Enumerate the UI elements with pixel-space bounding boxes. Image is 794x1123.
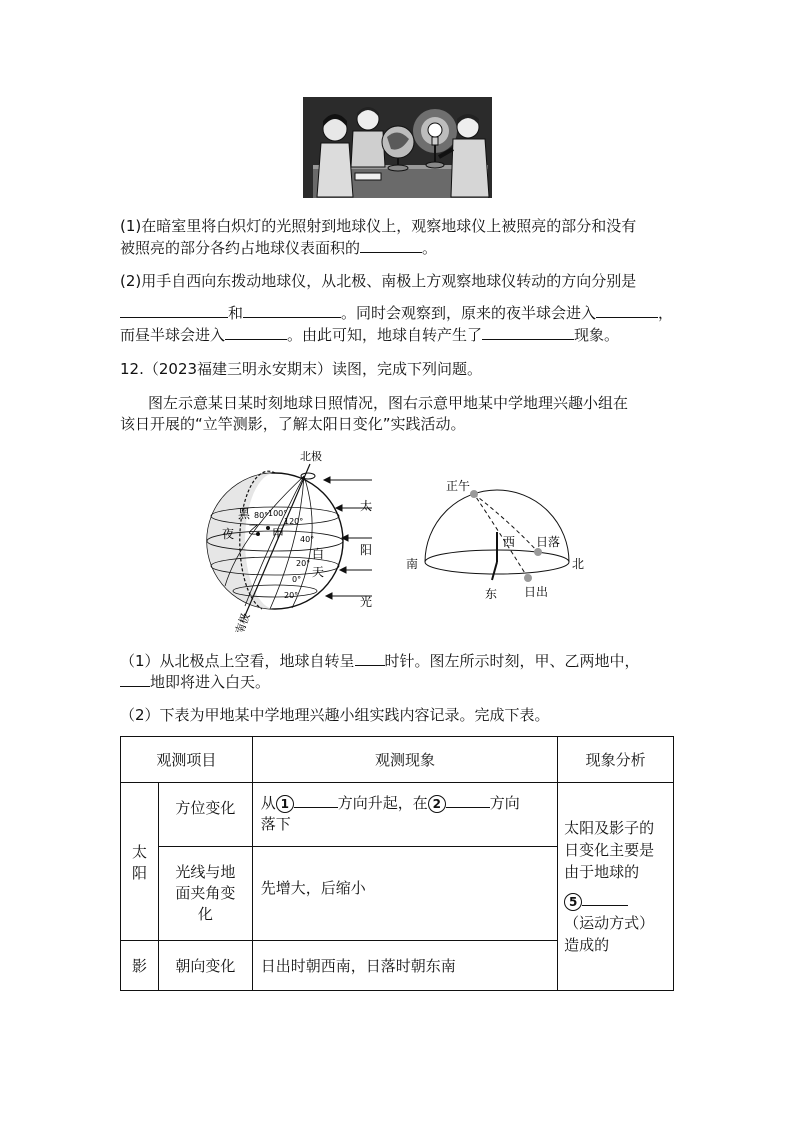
- header-analysis: 现象分析: [558, 737, 674, 783]
- answer-blank-south-direction[interactable]: [243, 301, 341, 318]
- sun-label-2: 阳: [131, 863, 147, 882]
- q11-part2-line3-start: 而昼半球会进入: [120, 326, 226, 344]
- lon-100-label: 100°: [268, 509, 288, 518]
- q12-intro-line2: 该日开展的“立竿测影，了解太阳日变化”实践活动。: [120, 415, 466, 433]
- header-item: 观测项目: [121, 737, 253, 783]
- comma-mark: ，: [658, 304, 674, 322]
- q11-part2-line3-mid: 。由此可知，地球自转产生了: [287, 326, 483, 344]
- sun-row-label: [121, 783, 159, 941]
- globe-lamp-illustration: [303, 97, 492, 198]
- analysis-line-5: 造成的: [564, 936, 610, 954]
- q11-part2-line1: (2)用手自西向东拨动地球仪，从北极、南极上方观察地球仪转动的方向分别是: [120, 272, 637, 290]
- q11-part2-mid-text: 。同时会观察到，原来的夜半球会进入: [341, 304, 597, 322]
- q12-header: 12.（2023福建三明永安期末）读图，完成下列问题。: [120, 360, 483, 378]
- answer-blank-which-place[interactable]: [120, 670, 150, 687]
- west-label: 西: [503, 535, 516, 549]
- row2-observation: 先增大，后缩小: [252, 847, 557, 941]
- row2-item-line2: 面夹角变: [175, 884, 236, 902]
- row2-item-line3: 化: [197, 905, 213, 923]
- answer-blank-set-direction[interactable]: [446, 791, 490, 808]
- q11-part2-line3-end: 现象。: [574, 326, 620, 344]
- row2-item-line1: 光线与地: [175, 863, 236, 881]
- q12-sub1-text-c: 地即将进入白天。: [150, 673, 271, 691]
- north-label: 北: [572, 557, 585, 571]
- dark-label: 黑: [238, 507, 251, 521]
- south-label: 南: [406, 557, 419, 571]
- q11-part1-line1: (1)在暗室里将白炽灯的光照射到地球仪上，观察地球仪上被照亮的部分和没有: [120, 217, 637, 235]
- circle-number-2: 2: [428, 795, 446, 813]
- analysis-cell: [558, 783, 674, 991]
- row1-from: 从: [260, 794, 276, 812]
- row3-observation: 日出时朝西南，日落时朝东南: [252, 941, 557, 991]
- circle-number-1: 1: [276, 795, 294, 813]
- row1-observation: [252, 783, 557, 847]
- lat-20s-label: 20°: [284, 591, 299, 600]
- day-label-tian: 天: [312, 565, 325, 579]
- east-label: 东: [485, 587, 498, 601]
- header-phenomenon: 观测现象: [252, 737, 557, 783]
- q12-sub1-text-a: （1）从北极点上空看，地球自转呈: [120, 652, 355, 670]
- lon-120-label: 120°: [284, 517, 304, 526]
- row1-item: 方位变化: [158, 783, 252, 847]
- answer-blank-day-enters[interactable]: [225, 323, 287, 340]
- q12-sub1-text-b: 时针。图左所示时刻，甲、乙两地中，: [384, 652, 640, 670]
- analysis-line-blank: [564, 889, 673, 912]
- row1-dir: 方向: [489, 794, 520, 812]
- lat-40n-label: 40°: [300, 535, 315, 544]
- shadow-row-label: 影: [121, 941, 159, 991]
- q11-part1-text: 被照亮的部分各约占地球仪表面积的: [120, 239, 361, 257]
- sun-label-1: 太: [131, 842, 147, 861]
- south-pole-label: 南极: [232, 611, 253, 632]
- sunrise-label: 日出: [524, 585, 549, 599]
- sun-label-tai: 太: [360, 499, 373, 513]
- sunset-label: 日落: [536, 535, 561, 549]
- analysis-line-2: 日变化主要是: [564, 841, 655, 859]
- lat-20n-label: 20°: [296, 559, 311, 568]
- observation-record-table: [120, 736, 674, 991]
- day-label-bai: 白: [312, 547, 325, 561]
- sun-path-dome-diagram: [400, 470, 590, 606]
- q11-part1-line2: [120, 236, 437, 259]
- answer-blank-north-direction[interactable]: [120, 301, 228, 318]
- north-pole-label: 北极: [300, 450, 322, 463]
- answer-blank-rotation[interactable]: [355, 649, 385, 666]
- answer-blank-motion-type[interactable]: [582, 889, 628, 906]
- analysis-line-3: 由于地球的: [564, 863, 640, 881]
- q12-sub1-line1: [120, 649, 640, 672]
- globe-illumination-diagram: [200, 446, 390, 632]
- sun-label-guang: 光: [360, 595, 373, 609]
- answer-blank-night-enters[interactable]: [596, 301, 658, 318]
- sun-label-yang: 阳: [360, 543, 373, 557]
- q12-sub2: （2）下表为甲地某中学地理兴趣小组实践内容记录。完成下表。: [120, 706, 550, 724]
- lon-80-label: 80°: [254, 511, 269, 520]
- night-label: 夜: [222, 527, 235, 541]
- row2-item: [158, 847, 252, 941]
- jia-point-label: 甲: [272, 527, 285, 541]
- q12-sub1-line2: [120, 670, 270, 693]
- answer-blank-area-fraction[interactable]: [360, 236, 422, 253]
- q11-part2-line2: [120, 301, 673, 324]
- answer-blank-rise-direction[interactable]: [294, 791, 338, 808]
- period-mark: 。: [422, 239, 438, 257]
- lat-0-label: 0°: [292, 575, 302, 584]
- analysis-line-1: 太阳及影子的: [564, 819, 655, 837]
- yi-point-label: 乙: [248, 523, 261, 537]
- row3-item: 朝向变化: [158, 941, 252, 991]
- circle-number-5: 5: [564, 893, 582, 911]
- row1-rise: 方向升起，在: [337, 794, 428, 812]
- answer-blank-phenomenon[interactable]: [482, 323, 574, 340]
- analysis-line-4: （运动方式）: [564, 914, 655, 932]
- q11-part2-line3: [120, 323, 619, 346]
- q12-intro-line1: 图左示意某日某时刻地球日照情况，图右示意甲地某中学地理兴趣小组在: [148, 394, 629, 412]
- and-text: 和: [228, 304, 244, 322]
- row1-set: 落下: [260, 815, 291, 833]
- noon-label: 正午: [446, 479, 471, 493]
